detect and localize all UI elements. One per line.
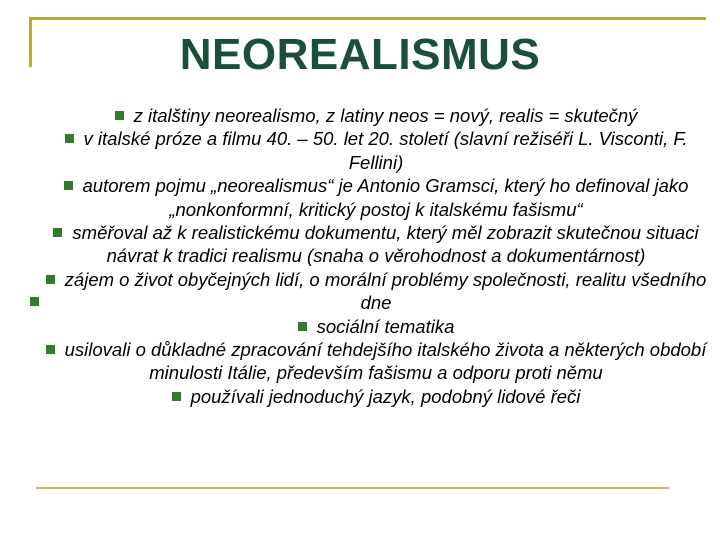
- bullet-list: [40, 104, 712, 408]
- list-item: [40, 268, 712, 315]
- square-bullet-icon: [65, 134, 74, 143]
- list-item-text: z italštiny neorealismo, z latiny neos = nový, realis = skutečný: [133, 105, 638, 126]
- list-item: [40, 104, 712, 127]
- list-item: [40, 221, 712, 244]
- list-item-text: usilovali o důkladné zpracování tehdejšího italského života a některých období minulosti Itálie, především fašismu a odporu proti němu: [64, 339, 707, 384]
- slide-title: NEOREALISMUS: [179, 30, 541, 79]
- list-item: [40, 385, 712, 408]
- frame-top-line: [32, 17, 706, 20]
- frame-bottom-line: [36, 487, 669, 489]
- list-item-text: zájem o život obyčejných lidí, o morální problémy společnosti, realitu všedního dne: [64, 268, 707, 314]
- square-bullet-icon: [30, 297, 39, 306]
- list-item: [40, 315, 712, 338]
- list-item-text: používali jednoduchý jazyk, podobný lidové řeči: [190, 385, 581, 407]
- square-bullet-icon: [46, 345, 55, 354]
- square-bullet-icon: [298, 322, 307, 331]
- square-bullet-icon: [115, 111, 124, 120]
- list-item: [40, 174, 712, 221]
- list-item-text: sociální tematika: [316, 315, 455, 337]
- list-item-text: směřoval až k realistickému dokumentu, který měl zobrazit skutečnou situaci: [72, 222, 699, 244]
- list-item-text: autorem pojmu „neorealismus“ je Antonio Gramsci, který ho definoval jako „nonkonformní, kritický postoj k italskému fašismu“: [82, 175, 689, 220]
- list-item: [40, 244, 712, 267]
- list-item-text: návrat k tradici realismu (snaha o věrohodnost a dokumentárnost): [106, 245, 646, 267]
- list-item: [40, 127, 712, 174]
- list-item-text: v italské próze a filmu 40. – 50. let 20. století (slavní režiséři L. Visconti, F. Fellini): [83, 128, 688, 173]
- list-item: [40, 338, 712, 385]
- square-bullet-icon: [64, 181, 73, 190]
- square-bullet-icon: [46, 275, 55, 284]
- square-bullet-icon: [53, 228, 62, 237]
- square-bullet-icon: [172, 392, 181, 401]
